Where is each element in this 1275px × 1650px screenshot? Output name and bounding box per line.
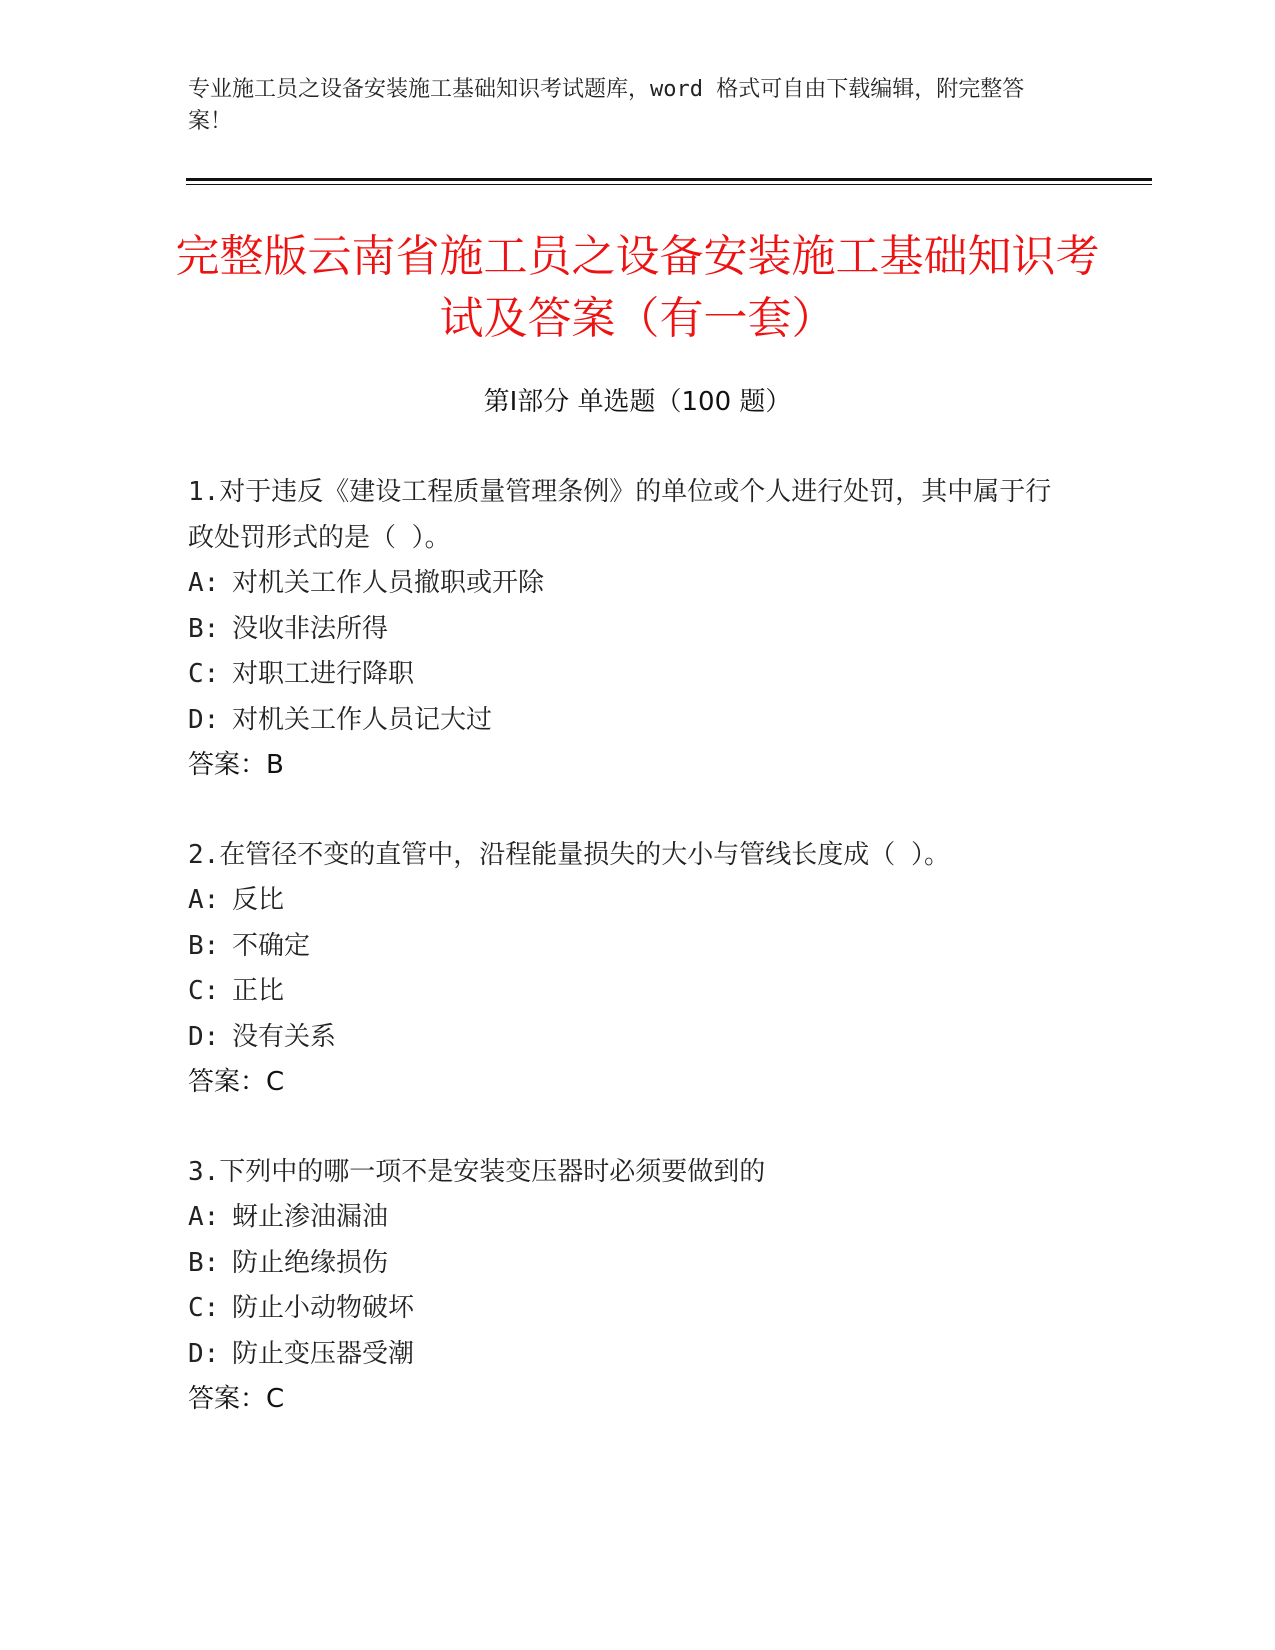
- option-text: 对机关工作人员撤职或开除: [232, 568, 545, 598]
- option-d: [188, 1015, 1068, 1061]
- answer: 答案：B: [188, 750, 284, 780]
- option-text: 没有关系: [232, 1021, 337, 1052]
- option-d: [188, 1332, 1068, 1378]
- question-stem: 2.在管径不变的直管中，沿程能量损失的大小与管线长度成（ ）。: [188, 839, 950, 870]
- option-letter: B:: [188, 1247, 220, 1278]
- option-text: 对机关工作人员记大过: [232, 704, 493, 735]
- option-letter: D:: [188, 704, 220, 735]
- option-a: [188, 878, 1068, 924]
- question-list: [188, 470, 1068, 1467]
- option-c: [188, 969, 1068, 1015]
- option-letter: A:: [188, 885, 220, 915]
- option-text: 防止小动物破坏: [232, 1293, 415, 1323]
- question-3: [188, 1150, 1068, 1423]
- option-text: 防止变压器受潮: [232, 1338, 415, 1369]
- option-c: [188, 1286, 1068, 1332]
- question-stem: 3.下列中的哪一项不是安装变压器时必须要做到的: [188, 1156, 766, 1187]
- answer: 答案：C: [188, 1067, 285, 1097]
- option-letter: D:: [188, 1021, 220, 1052]
- option-b: [188, 1241, 1068, 1287]
- answer: 答案：C: [188, 1384, 285, 1414]
- option-letter: C:: [188, 1293, 220, 1323]
- option-text: 反比: [232, 885, 285, 915]
- option-text: 对职工进行降职: [232, 659, 415, 689]
- option-letter: D:: [188, 1338, 220, 1369]
- document-title: 完整版云南省施工员之设备安装施工基础知识考试及答案（有一套）: [175, 231, 1100, 344]
- option-text: 防止绝缘损伤: [232, 1247, 389, 1278]
- option-text: 不确定: [232, 930, 311, 961]
- header-rule-thick: [186, 178, 1152, 181]
- option-letter: C:: [188, 659, 220, 689]
- question-stem: 1.对于违反《建设工程质量管理条例》的单位或个人进行处罚，其中属于行政处罚形式的是（ ）。: [188, 477, 1052, 553]
- option-a: [188, 561, 1068, 607]
- option-b: [188, 924, 1068, 970]
- section-title: 第Ⅰ部分 单选题（100 题）: [483, 387, 792, 417]
- question-1: [188, 470, 1068, 789]
- header-note: 专业施工员之设备安装施工基础知识考试题库，word 格式可自由下载编辑，附完整答案！: [188, 77, 1025, 134]
- option-letter: C:: [188, 976, 220, 1006]
- option-d: [188, 698, 1068, 744]
- option-letter: A:: [188, 1202, 220, 1232]
- option-letter: A:: [188, 568, 220, 598]
- option-text: 正比: [232, 976, 285, 1006]
- option-b: [188, 607, 1068, 653]
- option-text: 没收非法所得: [232, 613, 389, 644]
- option-letter: B:: [188, 930, 220, 961]
- option-c: [188, 652, 1068, 698]
- question-2: [188, 833, 1068, 1106]
- option-a: [188, 1195, 1068, 1241]
- option-letter: B:: [188, 613, 220, 644]
- option-text: 蚜止渗油漏油: [232, 1202, 389, 1232]
- header-rule-thin: [186, 184, 1152, 185]
